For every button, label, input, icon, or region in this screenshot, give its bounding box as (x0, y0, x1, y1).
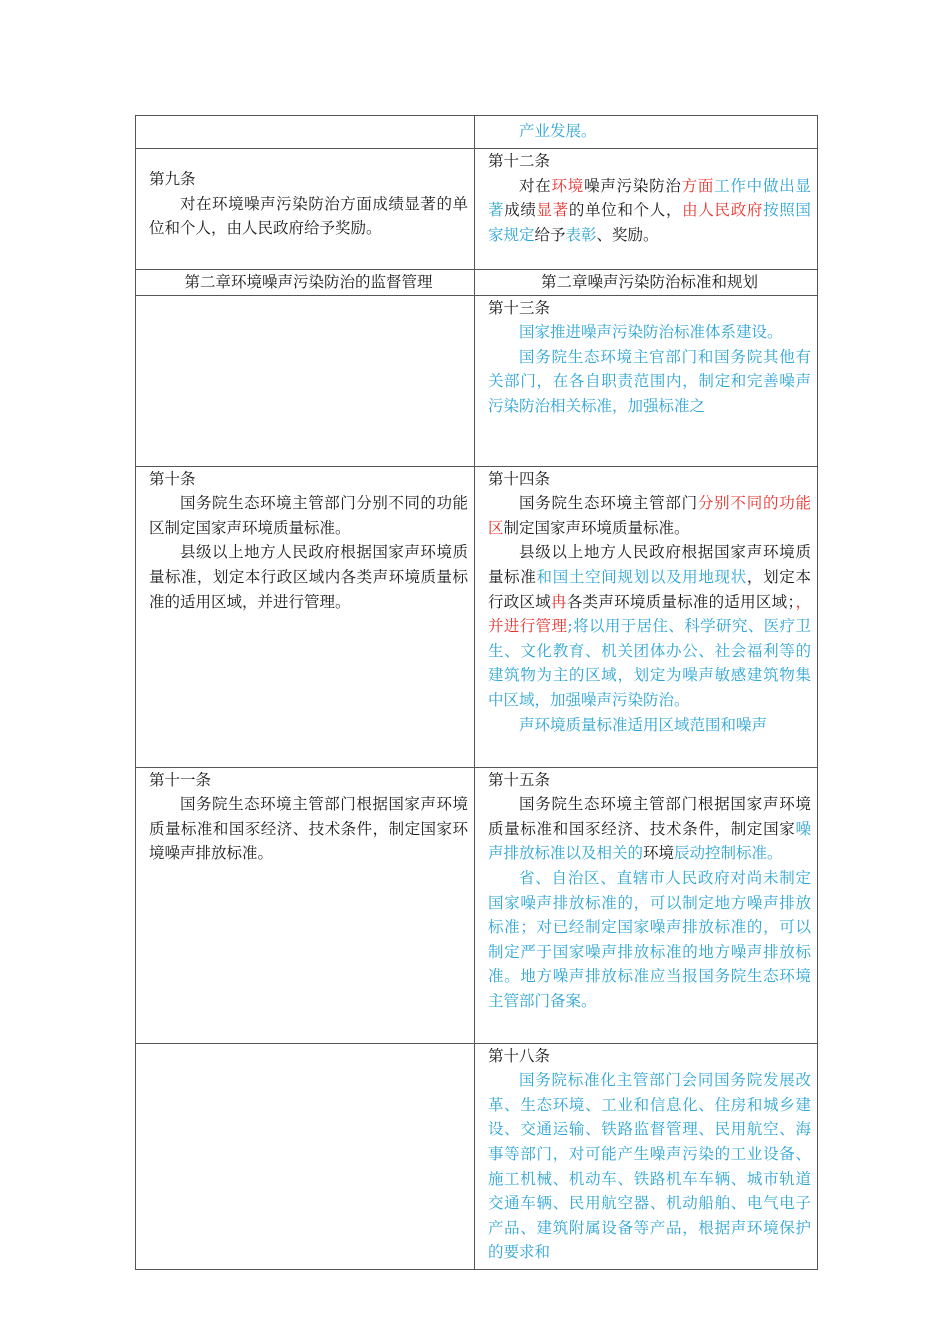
deleted-text: ，并进行管理 (488, 592, 811, 636)
table-row (136, 466, 818, 767)
article-paragraph (488, 345, 811, 419)
article-number: 第十条 (149, 469, 196, 488)
article-paragraph (149, 491, 468, 540)
deleted-text: 分别不同的功能区 (488, 494, 811, 537)
unchanged-text: 国务院生态环境主管部门根据国家声环境质量标准和国豕经济、技术条件，制定国家环境噪声排放标准。 (149, 795, 468, 863)
unchanged-text: 的单位和个人， (568, 201, 683, 220)
old-law-cell (136, 466, 475, 767)
article-paragraph (488, 320, 811, 345)
table-row (136, 1043, 818, 1269)
unchanged-text: 县级以上地方人民政府根据国家声环境质量标准 (488, 543, 811, 586)
article-paragraph (488, 119, 811, 144)
article-number: 第九条 (149, 170, 196, 188)
added-text: 辰动控制标准。 (674, 844, 783, 863)
added-text: 省、自治区、直辖市人民政府对尚未制定国家噪声排放标准的，可以制定地方噪声排放标准；对已经制定国家噪声排放标准的，可以制定严于国家噪声排放标准的地方噪声排放标准。地方噪声排放标准应当报国务院生态环境主管部门备案。 (488, 868, 811, 1010)
article-paragraph (488, 792, 811, 866)
unchanged-text: 县级以上地方人民政府根据国家声环境质量标准，划定本行政区域内各类声环境质量标准的适用区域，并进行管理。 (149, 543, 468, 611)
added-text: 噪声排放标准以及相关的 (488, 819, 811, 863)
added-text: 国务院生态环境主官部门和国务院其他有关部门，在各自职责范围内，制定和完善噪声污染防治相关标准，加强标准之 (488, 347, 811, 415)
unchanged-text: 第二章环境噪声污染防治的监督管理 (184, 273, 433, 291)
unchanged-text: 国务院生态环境主管部门 (519, 494, 698, 513)
article-paragraph (488, 713, 811, 738)
article-number: 第十三条 (488, 298, 551, 317)
unchanged-text: 国务院生态环境主管部门分别不同的功能区制定国家声环境质量标准。 (149, 494, 468, 537)
new-law-cell (475, 767, 818, 1043)
unchanged-text: ，划定本行政区域 (488, 567, 811, 611)
unchanged-text: 成绩 (504, 201, 537, 220)
old-law-cell (136, 149, 475, 270)
table-row (136, 149, 818, 270)
article-number: 第十二条 (488, 152, 551, 170)
old-law-cell (136, 295, 475, 466)
added-text: 声环境质量标准适用区域范围和噪声 (519, 715, 768, 734)
unchanged-text: 环境 (643, 844, 675, 863)
unchanged-text: 噪声污染防治 (584, 176, 682, 195)
deleted-text: 显著 (536, 201, 569, 220)
comparison-table (135, 115, 818, 1270)
unchanged-text: 第二章噪声污染防治标准和规划 (540, 273, 758, 291)
unchanged-text: 各类声环境质量标准的适用区域； (566, 592, 796, 611)
article-paragraph (488, 174, 811, 248)
article-number: 第十八条 (488, 1046, 551, 1065)
old-law-cell (136, 116, 475, 149)
added-text: 工作中做出显著 (488, 176, 811, 220)
unchanged-text: 给予 (534, 225, 566, 244)
deleted-text: 环境 (551, 176, 585, 195)
new-law-cell (475, 270, 818, 296)
unchanged-text: 制定国家声环境质量标准。 (503, 518, 690, 537)
added-text: ;将以用于居住、科学研究、医疗卫生、文化教育、机关团体办公、社会福利等的建筑物为主的区域，划定为噪声敏感建筑物集中区域，加强噪声污染防治。 (488, 617, 811, 709)
article-paragraph (488, 491, 811, 540)
new-law-cell (475, 466, 818, 767)
added-text: 产业发展。 (519, 122, 597, 140)
unchanged-text: 对在 (519, 176, 552, 195)
article-number: 第十一条 (149, 770, 212, 789)
added-text: 按照国家规定 (488, 201, 811, 244)
new-law-cell (475, 149, 818, 270)
added-text: 和国土空间规划以及用地现状 (536, 567, 747, 586)
table-row (136, 270, 818, 296)
table-row (136, 767, 818, 1043)
table-row (136, 295, 818, 466)
chapter-heading (149, 270, 468, 295)
article-number: 第十五条 (488, 770, 551, 789)
article-paragraph (149, 192, 468, 241)
unchanged-text: 、奖励。 (596, 225, 659, 244)
comparison-table-body (136, 116, 818, 1270)
new-law-cell (475, 116, 818, 149)
unchanged-text: 国务院生态环境主管部门根据国家声环境质量标准和国豕经济、技术条件，制定国家 (488, 795, 811, 838)
new-law-cell (475, 1043, 818, 1269)
deleted-text: 方面 (681, 176, 715, 195)
table-row (136, 116, 818, 149)
article-paragraph (488, 866, 811, 1014)
article-paragraph (488, 540, 811, 712)
unchanged-text: 对在环境噪声污染防治方面成绩显著的单位和个人，由人民政府给予奖励。 (149, 194, 468, 238)
old-law-cell (136, 270, 475, 296)
old-law-cell (136, 767, 475, 1043)
added-text: 国家推进噪声污染防治标准体系建设。 (519, 323, 783, 342)
article-paragraph (149, 792, 468, 866)
article-number: 第十四条 (488, 469, 551, 488)
article-paragraph (488, 1068, 811, 1265)
old-law-cell (136, 1043, 475, 1269)
new-law-cell (475, 295, 818, 466)
article-paragraph (149, 540, 468, 614)
deleted-text: 由人民政府 (682, 201, 764, 220)
chapter-heading (488, 270, 811, 295)
added-text: 国务院标准化主管部门会同国务院发展改革、生态环境、工业和信息化、住房和城乡建设、交通运输、铁路监督管理、民用航空、海事等部门，对可能产生噪声污染的工业设备、施工机械、机动车、铁路机车车辆、城市轨道交通车辆、民用航空器、机动船舶、电气电子产品、建筑附属设备等产品，根据声环境保护的要求和 (488, 1071, 811, 1262)
deleted-text: 冉 (551, 592, 567, 611)
added-text: 表彰 (565, 225, 597, 244)
